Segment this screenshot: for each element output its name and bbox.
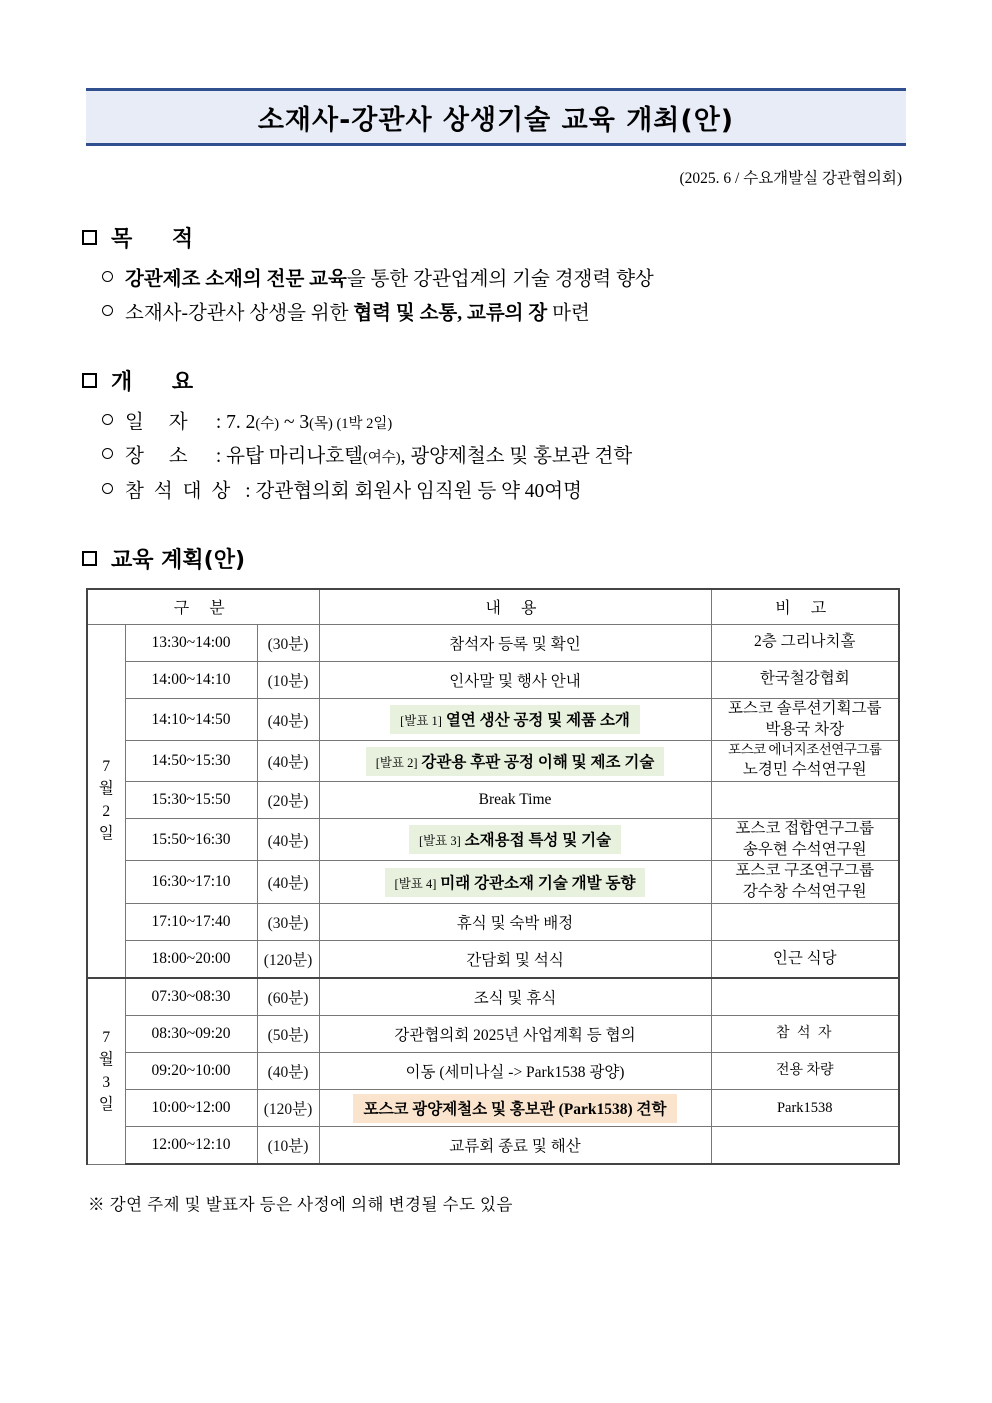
content-text: 열연 생산 공정 및 제품 소개 [445,712,630,730]
schedule-table-wrapper [86,588,914,1166]
cell-note [711,781,899,818]
note-line-1: 포스코 에너지조선연구그룹 [728,742,882,758]
purpose-item2-c: 마련 [547,303,590,325]
cell-duration: (40분) [257,741,319,781]
day2-char-2: 3 [102,1073,111,1091]
overview-row0-sep: : [211,412,227,434]
cell-duration: (40분) [257,1053,319,1090]
cell-content [319,1127,711,1165]
cell-content [319,661,711,698]
circle-bullet-icon [102,448,113,459]
presentation-tag: [발표 4] [394,876,437,891]
note-line-2: 송우현 수석연구원 [742,840,867,858]
content-text: 소재용접 특성 및 기술 [464,832,612,850]
cell-time: 14:00~14:10 [125,661,257,698]
day1-char-1: 월 [98,780,114,798]
table-row [87,1127,899,1165]
section-overview-heading [82,365,914,396]
cell-duration: (10분) [257,661,319,698]
table-row [87,1090,899,1127]
circle-bullet-icon [102,483,113,494]
cell-note [711,698,899,741]
cell-time: 13:30~14:00 [125,624,257,661]
cell-content [319,741,711,781]
content-text: 간담회 및 석식 [466,952,564,970]
circle-bullet-icon [102,271,113,282]
cell-note [711,1090,899,1127]
list-item [102,263,914,297]
day1-char-2: 2 [102,802,111,820]
overview-row0-mid: ~ 3 [279,412,310,434]
overview-bullet-list [102,406,914,508]
table-row [87,941,899,979]
cell-duration: (20분) [257,781,319,818]
note-line-1: 포스코 접합연구그룹 [735,819,875,837]
cell-note [711,818,899,861]
cell-time: 14:10~14:50 [125,698,257,741]
day1-char-3: 일 [98,825,114,843]
cell-time: 08:30~09:20 [125,1016,257,1053]
document-subtitle: (2025. 6 / 수요개발실 강관협의회) [679,170,902,187]
cell-content [319,1053,711,1090]
table-header-row [87,589,899,625]
table-row [87,904,899,941]
list-item [102,475,914,509]
cell-content [319,978,711,1016]
cell-time: 17:10~17:40 [125,904,257,941]
section-purpose-title: 목 적 [111,227,210,252]
table-row [87,1053,899,1090]
cell-duration: (30분) [257,904,319,941]
table-row [87,781,899,818]
cell-time: 09:20~10:00 [125,1053,257,1090]
cell-content [319,781,711,818]
presentation-tag: [발표 3] [418,834,461,849]
content-text: 참석자 등록 및 확인 [449,635,581,653]
square-bullet-icon [82,551,97,566]
cell-time: 18:00~20:00 [125,941,257,979]
content-highlight [390,705,640,734]
cell-duration: (40분) [257,818,319,861]
purpose-item1-rest: 을 통한 강관업계의 기술 경쟁력 향상 [346,269,654,290]
table-row [87,741,899,781]
purpose-item2-a: 소재사-강관사 상생을 위한 [125,303,354,325]
cell-note [711,904,899,941]
cell-time: 15:30~15:50 [125,781,257,818]
section-overview-title: 개 요 [111,370,210,396]
overview-row0-small1: (수) [255,416,280,433]
purpose-bullet-list [102,263,914,331]
footnote: ※ 강연 주제 및 발표자 등은 사정에 의해 변경될 수도 있음 [88,1195,513,1215]
cell-content [319,698,711,741]
square-bullet-icon [82,230,97,245]
cell-time: 12:00~12:10 [125,1127,257,1165]
section-purpose-heading [82,222,914,253]
list-item [102,406,914,440]
cell-content [319,904,711,941]
square-bullet-icon [82,373,97,388]
cell-content [319,1090,711,1127]
table-row [87,861,899,904]
overview-row0-tail: (1박 2일) [332,416,393,433]
list-item [102,297,914,331]
cell-note [711,941,899,979]
table-row [87,978,899,1016]
overview-row1-small1: (여수) [362,450,401,467]
cell-duration: (10분) [257,1127,319,1165]
cell-duration: (30분) [257,624,319,661]
column-header-note: 비 고 [711,589,899,625]
cell-note [711,1053,899,1090]
cell-time: 15:50~16:30 [125,818,257,861]
page-title: 소재사-강관사 상생기술 교육 개최(안) [257,104,735,136]
note-line-2: 노경민 수석연구원 [742,760,867,778]
content-text: Break Time [478,790,552,808]
note-line-1: 인근 식당 [772,949,837,967]
section-overview [78,365,914,508]
day2-char-3: 일 [98,1096,114,1114]
cell-time: 16:30~17:10 [125,861,257,904]
schedule-table [86,588,900,1166]
day1-char-0: 7 [102,758,111,776]
cell-content [319,941,711,979]
note-line-2: 박용국 차장 [765,720,845,738]
cell-content [319,818,711,861]
table-row [87,624,899,661]
note-line-1: 포스코 구조연구그룹 [735,862,875,880]
cell-time: 10:00~12:00 [125,1090,257,1127]
section-plan-title: 교육 계획(안) [111,547,246,573]
cell-duration: (50분) [257,1016,319,1053]
day2-char-0: 7 [102,1028,111,1046]
overview-row1-label: 장 소 [125,446,198,468]
column-header-division: 구 분 [87,589,319,625]
content-text: 이동 (세미나실 -> Park1538 광양) [405,1064,625,1082]
overview-row2-sep: : [240,480,256,502]
day2-char-1: 월 [98,1051,114,1069]
section-purpose [78,222,914,331]
note-line-1: Park1538 [776,1099,833,1116]
overview-row2-label: 참석대상 [125,480,241,502]
overview-row0-small2: (목) [309,416,333,433]
overview-row2-value: 강관협의회 회원사 임직원 등 약 40여명 [255,480,582,502]
note-line-1: 전용 차량 [775,1062,834,1078]
table-row [87,661,899,698]
cell-time: 14:50~15:30 [125,741,257,781]
cell-content [319,1016,711,1053]
day-label-cell-2 [87,978,125,1164]
presentation-tag: [발표 1] [400,714,442,729]
section-plan-heading [82,543,914,574]
document-title-banner [86,88,906,146]
note-line-1: 한국철강협회 [759,670,850,688]
cell-duration: (40분) [257,698,319,741]
cell-note [711,1016,899,1053]
column-header-content: 내 용 [319,589,711,625]
cell-content [319,624,711,661]
circle-bullet-icon [102,305,113,316]
table-row [87,698,899,741]
content-highlight [385,868,646,897]
content-text: 교류회 종료 및 해산 [449,1138,581,1156]
cell-content [319,861,711,904]
content-highlight [353,1094,676,1123]
overview-row0-value: 7. 2 [226,412,256,434]
overview-row1-value: 유탑 마리나호텔 [226,446,363,468]
presentation-tag: [발표 2] [375,755,418,770]
content-text: 휴식 및 숙박 배정 [456,915,574,933]
cell-note [711,661,899,698]
table-row [87,1016,899,1053]
note-line-1: 2층 그리나치홀 [754,633,856,651]
purpose-item2-bold: 협력 및 소통, 교류의 장 [353,303,548,325]
section-plan [78,543,914,1216]
list-item [102,440,914,474]
overview-row0-label: 일 자 [125,412,198,434]
content-text: 포스코 광양제철소 및 홍보관 (Park1538) 견학 [363,1100,667,1118]
content-highlight [366,747,665,776]
overview-row1-sep: : [211,446,227,468]
cell-note [711,741,899,781]
purpose-item1-bold: 강관제조 소재의 전문 교육 [125,269,347,290]
content-text: 조식 및 휴식 [473,990,557,1008]
content-text: 강관용 후판 공정 이해 및 제조 기술 [421,753,655,771]
cell-note [711,624,899,661]
content-text: 인사말 및 행사 안내 [449,672,581,690]
cell-note [711,978,899,1016]
overview-row1-tail: , 광양제철소 및 홍보관 견학 [400,446,633,468]
cell-note [711,861,899,904]
note-line-2: 강수창 수석연구원 [742,883,867,901]
note-line-1: 참 석 자 [775,1025,834,1041]
day-label-cell-1 [87,624,125,978]
cell-duration: (120분) [257,1090,319,1127]
content-highlight [409,825,621,854]
circle-bullet-icon [102,414,113,425]
cell-note [711,1127,899,1165]
cell-duration: (120분) [257,941,319,979]
content-text: 미래 강관소재 기술 개발 동향 [440,874,636,892]
note-line-1: 포스코 솔루션기획그룹 [727,699,882,717]
cell-duration: (60분) [257,978,319,1016]
content-text: 강관협의회 2025년 사업계획 등 협의 [394,1027,636,1045]
cell-duration: (40분) [257,861,319,904]
table-row [87,818,899,861]
cell-time: 07:30~08:30 [125,978,257,1016]
